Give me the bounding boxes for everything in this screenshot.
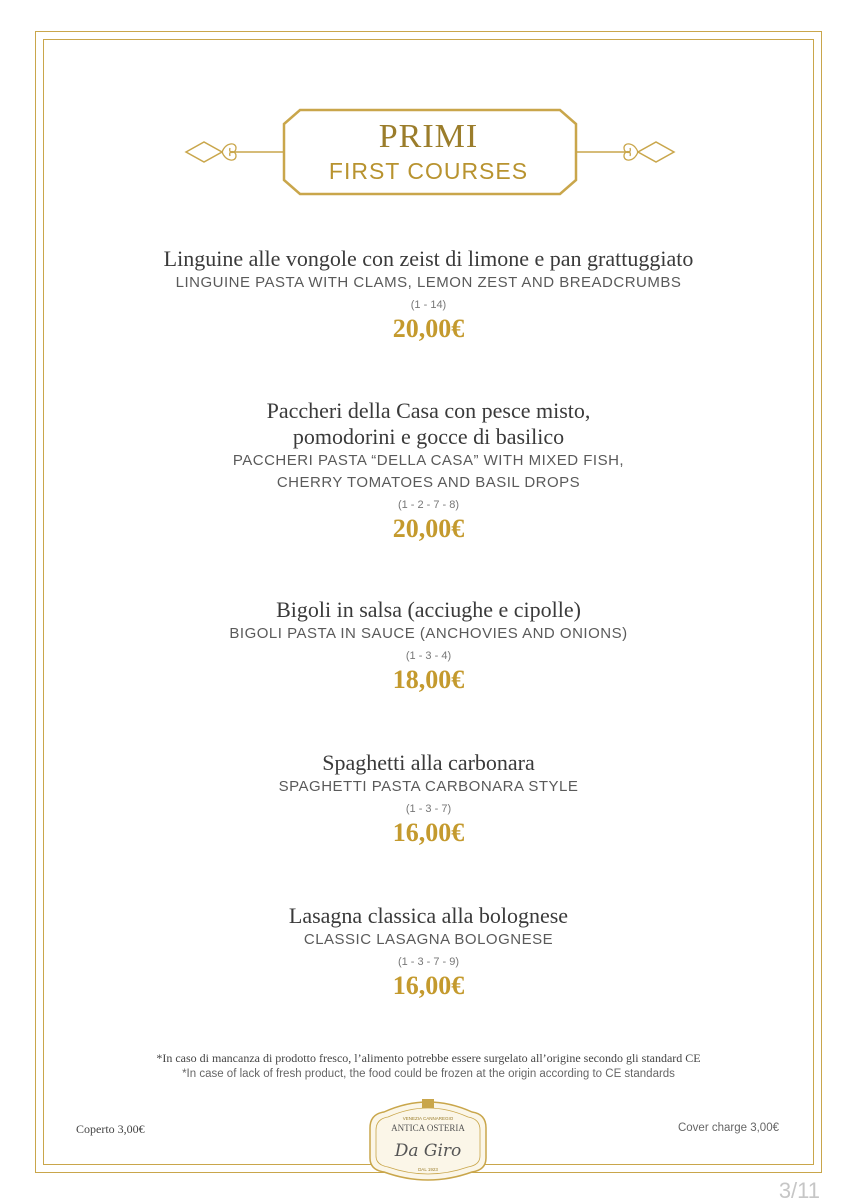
page-number: 3/11	[778, 1178, 820, 1203]
cover-charge-english: Cover charge 3,00€	[677, 1122, 779, 1134]
dish-price: 20,00€	[392, 514, 465, 543]
frozen-note-english: *In case of lack of fresh product, the food could be frozen at the origin according to CE standards	[182, 1068, 675, 1080]
menu-item	[60, 246, 797, 344]
menu-item	[60, 597, 797, 695]
dish-price: 16,00€	[392, 971, 465, 1000]
dish-name-english: PACCHERI PASTA “DELLA CASA” WITH MIXED FISH,	[232, 452, 625, 469]
section-title: PRIMI	[378, 118, 479, 155]
menu-item	[60, 398, 797, 544]
dish-name-english: SPAGHETTI PASTA CARBONARA STYLE	[278, 778, 579, 795]
dish-name-italian: Paccheri della Casa con pesce misto,	[266, 398, 591, 423]
dish-price: 18,00€	[392, 665, 465, 694]
section-subtitle: FIRST COURSES	[328, 158, 529, 184]
logo-script: Da Giro	[394, 1141, 462, 1161]
allergen-codes: (1 - 3 - 7)	[405, 803, 452, 815]
cover-charge-italian: Coperto 3,00€	[76, 1122, 145, 1136]
restaurant-logo	[362, 1098, 494, 1182]
menu-item	[60, 903, 797, 1001]
dish-name-italian: Bigoli in salsa (acciughe e cipolle)	[276, 597, 581, 622]
dish-name-italian: pomodorini e gocce di basilico	[292, 424, 565, 449]
logo-name: ANTICA OSTERIA	[391, 1123, 465, 1133]
dish-price: 16,00€	[392, 818, 465, 847]
allergen-codes: (1 - 3 - 4)	[405, 650, 452, 662]
dish-name-english: BIGOLI PASTA IN SAUCE (ANCHOVIES AND ONIONS)	[229, 625, 628, 642]
dish-name-english: LINGUINE PASTA WITH CLAMS, LEMON ZEST AND BREADCRUMBS	[175, 274, 682, 291]
allergen-codes: (1 - 14)	[410, 299, 447, 311]
logo-year: DAL 1923	[418, 1167, 438, 1172]
allergen-codes: (1 - 3 - 7 - 9)	[397, 956, 460, 968]
dish-name-italian: Lasagna classica alla bolognese	[288, 903, 569, 928]
menu-item	[60, 750, 797, 848]
dish-name-english: CHERRY TOMATOES AND BASIL DROPS	[276, 474, 581, 491]
allergen-codes: (1 - 2 - 7 - 8)	[397, 499, 460, 511]
logo-top-text: VENEZIA CANNAREGIO	[402, 1116, 454, 1121]
dish-price: 20,00€	[392, 314, 465, 343]
frozen-note-italian: *In caso di mancanza di prodotto fresco, l’alimento potrebbe essere surgelato all’origine secondo gli standard CE	[156, 1051, 701, 1065]
dish-name-english: CLASSIC LASAGNA BOLOGNESE	[303, 931, 554, 948]
dish-name-italian: Spaghetti alla carbonara	[322, 750, 535, 775]
dish-name-italian: Linguine alle vongole con zeist di limone e pan grattuggiato	[163, 246, 694, 271]
